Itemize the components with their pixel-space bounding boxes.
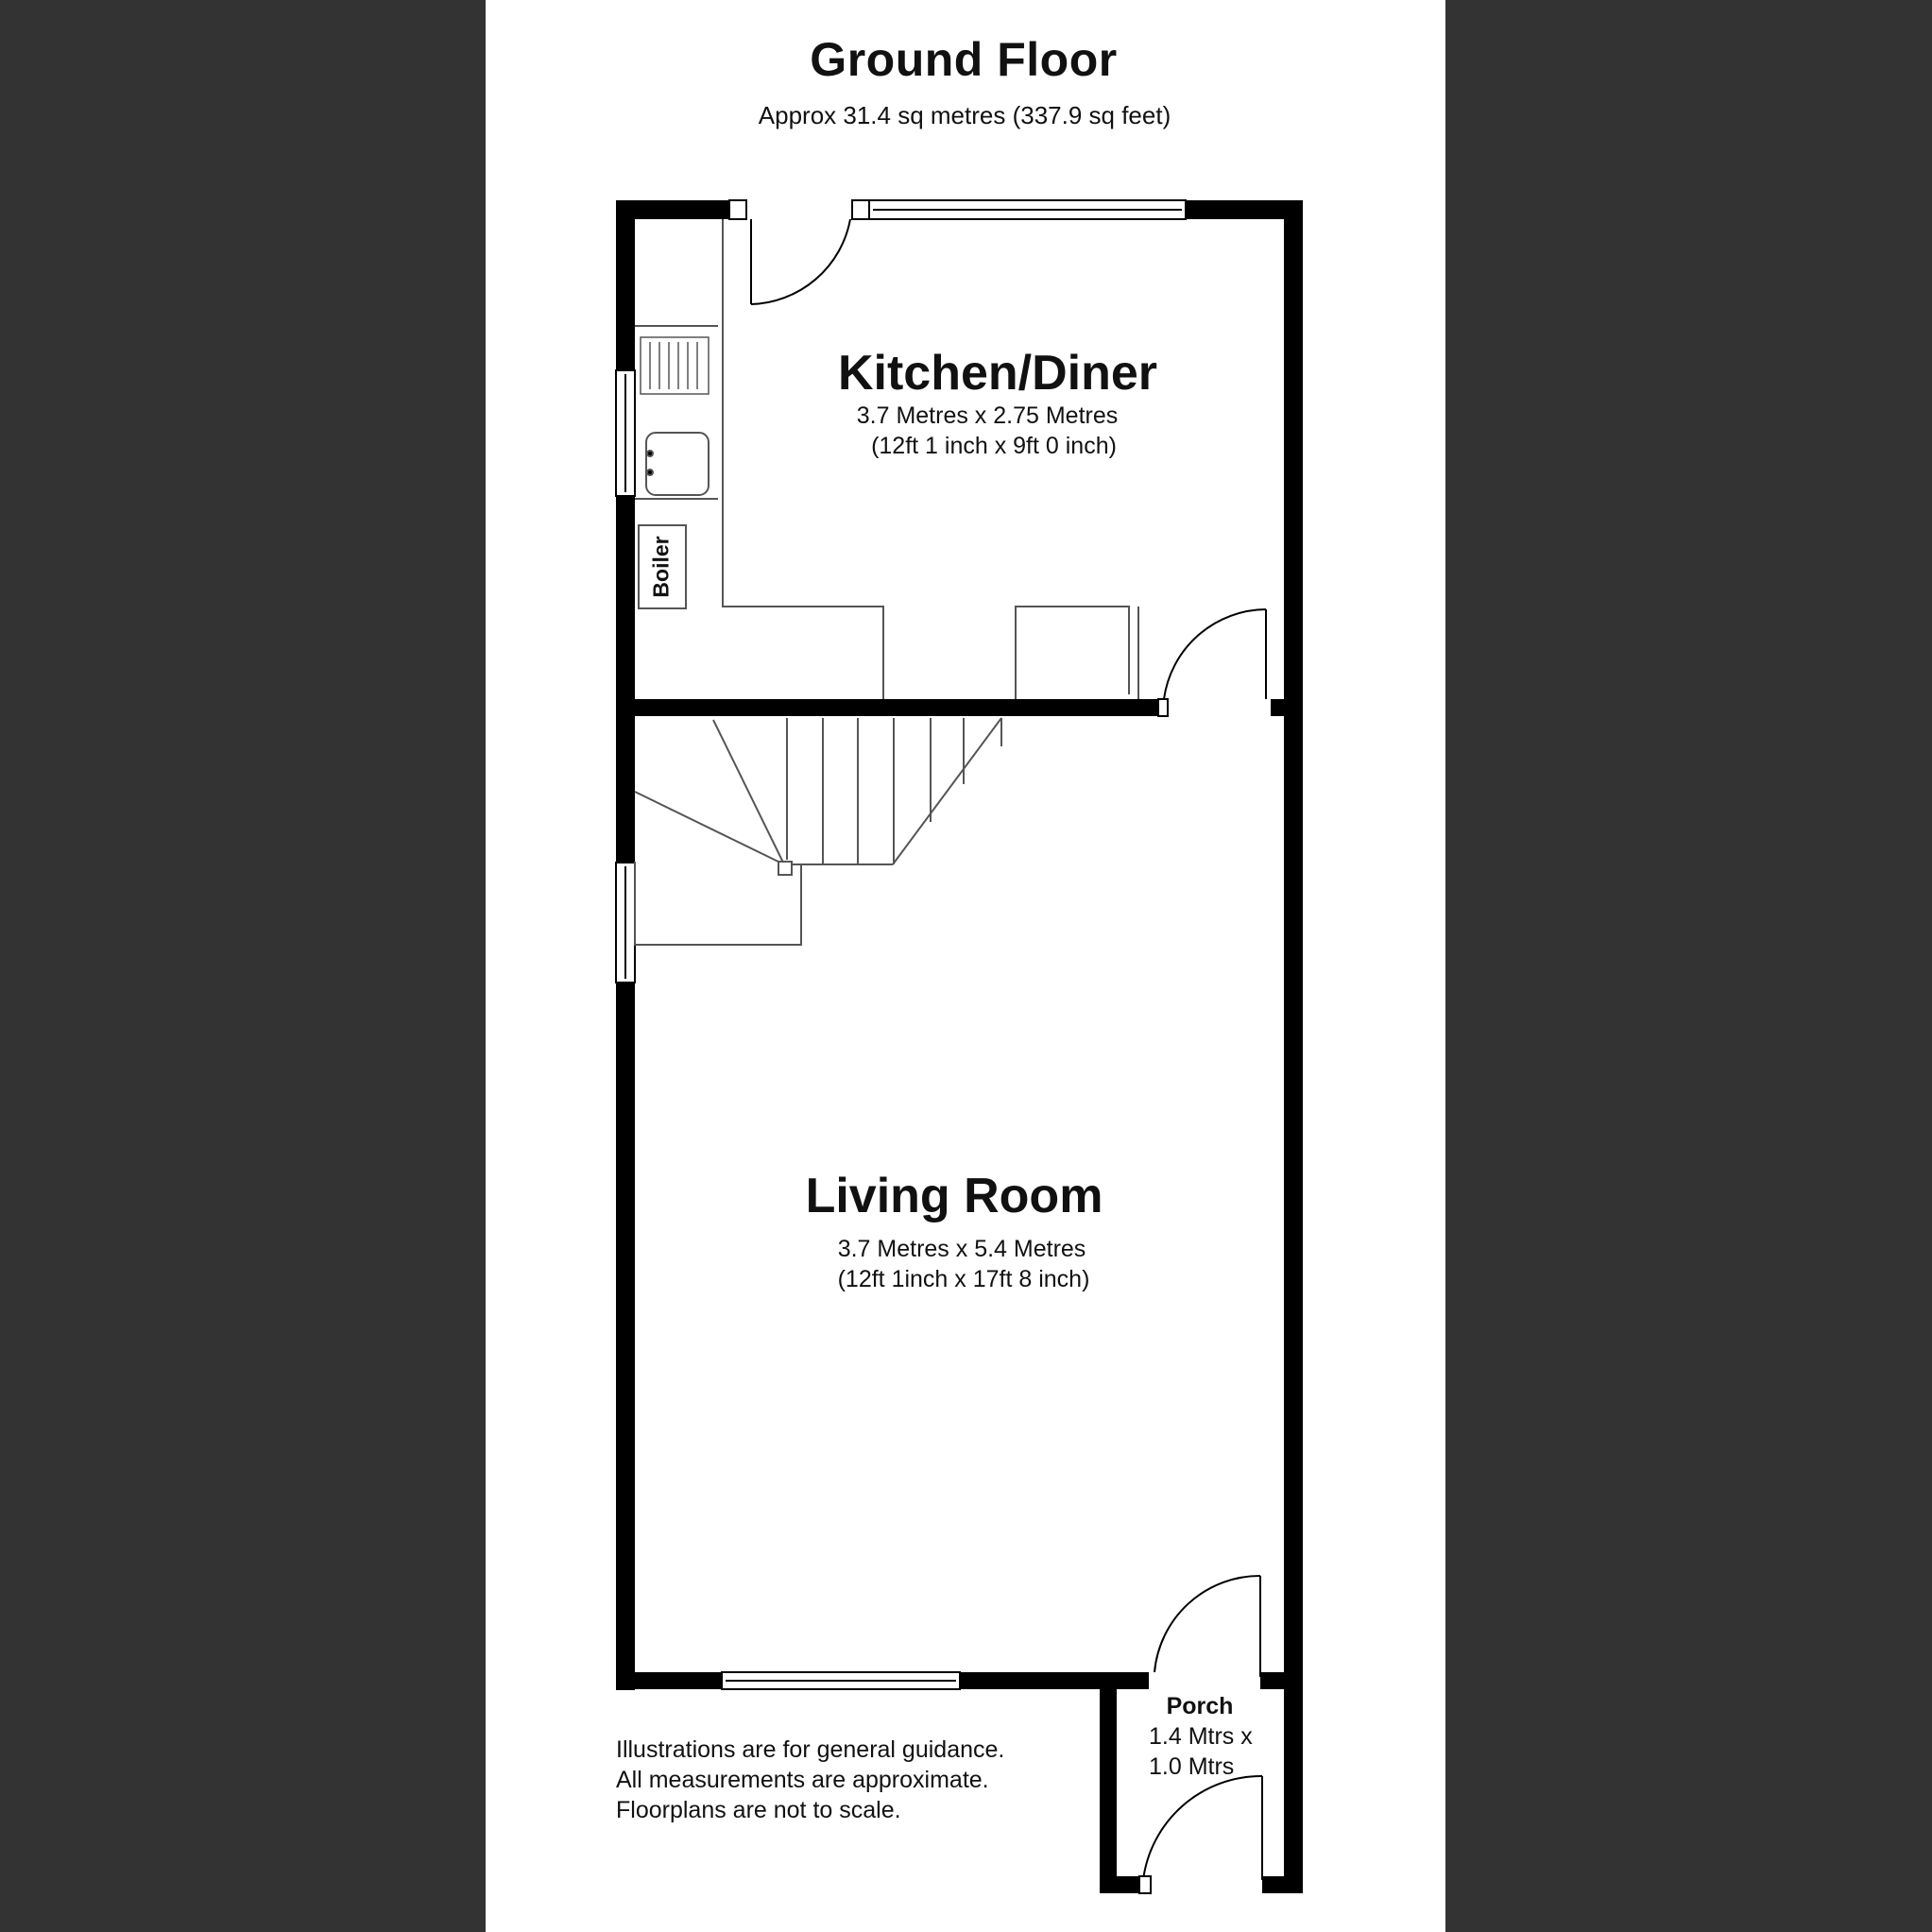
disclaimer-line-2: All measurements are approximate. xyxy=(616,1767,989,1793)
room-dims-living-metric: 3.7 Metres x 5.4 Metres xyxy=(837,1236,1086,1262)
wall-porch-left xyxy=(1100,1672,1117,1893)
wall-right-lower xyxy=(1284,716,1303,1691)
door-front xyxy=(1154,1576,1260,1677)
room-name-porch: Porch xyxy=(1166,1693,1234,1719)
wall-porch-bottom-left xyxy=(1100,1876,1139,1893)
disclaimer-line-3: Floorplans are not to scale. xyxy=(616,1797,901,1823)
sink xyxy=(646,433,709,495)
room-dims-kitchen-imperial: (12ft 1 inch x 9ft 0 inch) xyxy=(871,433,1117,459)
boiler-label: Boiler xyxy=(648,536,674,598)
wall-bottom-middle xyxy=(960,1672,1149,1689)
wall-left-lower xyxy=(616,983,635,1690)
drainer xyxy=(641,337,709,394)
staircase xyxy=(635,718,1001,945)
wall-partition-stub xyxy=(1271,699,1303,716)
room-dims-kitchen-metric: 3.7 Metres x 2.75 Metres xyxy=(856,402,1119,429)
wall-left-upper xyxy=(616,200,635,370)
wall-left-middle xyxy=(616,496,635,863)
room-name-living: Living Room xyxy=(805,1169,1103,1223)
page-subtitle: Approx 31.4 sq metres (337.9 sq feet) xyxy=(758,101,1171,129)
door-porch-outer xyxy=(1139,1776,1262,1893)
wall-right-upper xyxy=(1284,200,1303,710)
wall-partition xyxy=(616,699,1158,716)
room-name-kitchen: Kitchen/Diner xyxy=(837,346,1158,401)
wall-bottom-left xyxy=(616,1672,722,1689)
door-kitchen-back xyxy=(729,200,869,304)
room-dims-porch-line2: 1.0 Mtrs xyxy=(1149,1753,1235,1780)
wall-porch-bottom-right xyxy=(1262,1876,1303,1893)
wall-bottom-right-stub xyxy=(1260,1672,1303,1689)
disclaimer-line-1: Illustrations are for general guidance. xyxy=(616,1736,1005,1763)
page-title: Ground Floor xyxy=(810,33,1118,86)
door-kitchen-living xyxy=(1158,609,1266,716)
room-dims-porch-line1: 1.4 Mtrs x xyxy=(1149,1723,1253,1750)
room-dims-living-imperial: (12ft 1inch x 17ft 8 inch) xyxy=(837,1266,1090,1292)
wall-right-porch xyxy=(1284,1670,1303,1893)
